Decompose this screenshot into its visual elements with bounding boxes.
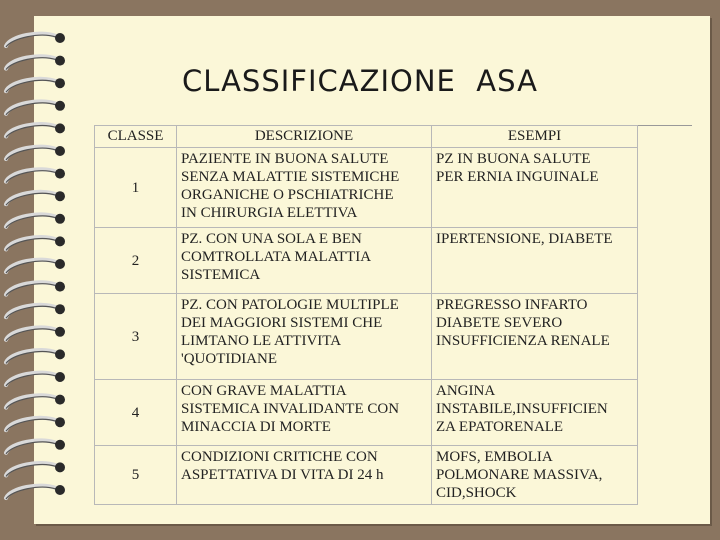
- binding-ring: [6, 372, 65, 386]
- descrizione-line: LIMTANO LE ATTIVITA: [181, 333, 342, 349]
- binding-ring: [6, 259, 65, 273]
- binding-ring: [6, 78, 65, 92]
- binding-ring: [6, 146, 65, 160]
- binding-ring: [6, 485, 65, 499]
- descrizione-line: PAZIENTE IN BUONA SALUTE: [181, 151, 389, 167]
- header-esempi: ESEMPI: [432, 126, 638, 148]
- table-header-row: [95, 126, 638, 148]
- descrizione-line: SENZA MALATTIE SISTEMICHE: [181, 169, 400, 185]
- binding-ring: [6, 33, 65, 47]
- binding-ring: [6, 191, 65, 205]
- cell-descrizione: [177, 294, 432, 380]
- cell-esempi: [432, 380, 638, 446]
- binding-ring: [6, 56, 65, 70]
- binding-ring: [6, 101, 65, 115]
- header-classe: CLASSE: [95, 126, 177, 148]
- esempi-line: POLMONARE MASSIVA,: [436, 467, 603, 483]
- esempi-line: PER ERNIA INGUINALE: [436, 169, 599, 185]
- descrizione-line: SISTEMICA: [181, 267, 261, 283]
- esempi-line: PZ IN BUONA SALUTE: [436, 151, 591, 167]
- esempi-line: IPERTENSIONE, DIABETE: [436, 231, 613, 247]
- descrizione-line: PZ. CON UNA SOLA E BEN: [181, 231, 362, 247]
- descrizione-line: ASPETTATIVA DI VITA DI 24 h: [181, 467, 384, 483]
- descrizione-line: ORGANICHE O PSCHIATRICHE: [181, 187, 394, 203]
- cell-classe: 1: [95, 148, 177, 228]
- cell-classe: 2: [95, 228, 177, 294]
- esempi-line: CID,SHOCK: [436, 485, 517, 501]
- cell-classe: 5: [95, 446, 177, 505]
- binding-ring: [6, 214, 65, 228]
- binding-ring: [6, 417, 65, 431]
- asa-table: [94, 125, 638, 505]
- table-row: [95, 380, 638, 446]
- esempi-line: ANGINA: [436, 383, 496, 399]
- cell-descrizione: [177, 446, 432, 505]
- esempi-line: INSUFFICIENZA RENALE: [436, 333, 610, 349]
- binding-ring: [6, 395, 65, 409]
- descrizione-line: MINACCIA DI MORTE: [181, 419, 331, 435]
- binding-ring: [6, 236, 65, 250]
- binding-ring: [6, 304, 65, 318]
- binding-ring: [6, 349, 65, 363]
- binding-ring: [6, 440, 65, 454]
- esempi-line: ZA EPATORENALE: [436, 419, 564, 435]
- esempi-line: PREGRESSO INFARTO: [436, 297, 588, 313]
- cell-descrizione: [177, 228, 432, 294]
- descrizione-line: 'QUOTIDIANE: [181, 351, 278, 367]
- descrizione-line: CONDIZIONI CRITICHE CON: [181, 449, 378, 465]
- descrizione-line: IN CHIRURGIA ELETTIVA: [181, 205, 358, 221]
- binding-ring: [6, 123, 65, 137]
- cell-esempi: [432, 294, 638, 380]
- binding-ring: [6, 462, 65, 476]
- spiral-binding-icon: [0, 0, 80, 540]
- cell-esempi: [432, 228, 638, 294]
- cell-classe: 4: [95, 380, 177, 446]
- descrizione-line: DEI MAGGIORI SISTEMI CHE: [181, 315, 383, 331]
- binding-ring: [6, 282, 65, 296]
- descrizione-line: PZ. CON PATOLOGIE MULTIPLE: [181, 297, 399, 313]
- cell-esempi: [432, 446, 638, 505]
- cell-esempi: [432, 148, 638, 228]
- descrizione-line: CON GRAVE MALATTIA: [181, 383, 347, 399]
- cell-descrizione: [177, 380, 432, 446]
- binding-ring: [6, 169, 65, 183]
- table-row: [95, 294, 638, 380]
- page-title: CLASSIFICAZIONE ASA: [182, 64, 538, 98]
- table-row: [95, 446, 638, 505]
- descrizione-line: COMTROLLATA MALATTIA: [181, 249, 372, 265]
- header-descrizione: DESCRIZIONE: [177, 126, 432, 148]
- esempi-line: DIABETE SEVERO: [436, 315, 563, 331]
- binding-ring: [6, 327, 65, 341]
- table-row: [95, 148, 638, 228]
- esempi-line: INSTABILE,INSUFFICIEN: [436, 401, 608, 417]
- table-row: [95, 228, 638, 294]
- cell-descrizione: [177, 148, 432, 228]
- esempi-line: MOFS, EMBOLIA: [436, 449, 553, 465]
- cell-classe: 3: [95, 294, 177, 380]
- descrizione-line: SISTEMICA INVALIDANTE CON: [181, 401, 400, 417]
